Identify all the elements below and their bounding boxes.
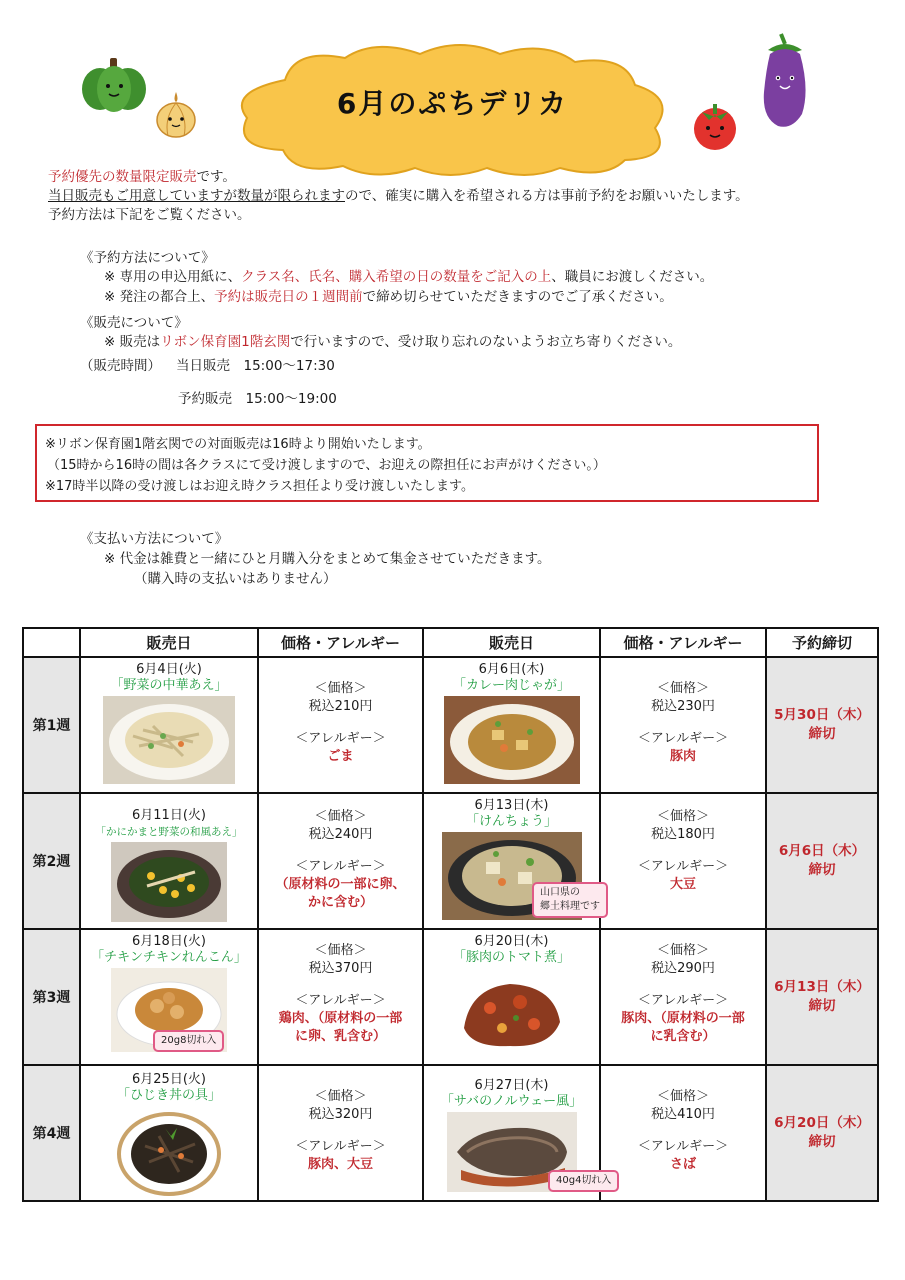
price-value: 税込370円 <box>308 961 373 976</box>
deadline-cell <box>766 929 878 1065</box>
deadline-cell <box>766 793 878 929</box>
price-allergy-cell <box>258 657 423 793</box>
header-blank <box>23 628 80 657</box>
price-allergy-cell <box>600 929 766 1065</box>
onion-icon <box>150 90 202 140</box>
sales-heading: 《販売について》 <box>80 315 188 331</box>
sale-date: 6月18日(火) <box>132 934 206 949</box>
allergy-value: （原材料の一部に卵、 <box>275 877 406 892</box>
dish-cell <box>423 793 600 929</box>
deadline-label: 締切 <box>808 998 836 1014</box>
dish-cell <box>423 1065 612 1201</box>
sale-date: 6月25日(火) <box>132 1072 206 1087</box>
tomato-icon <box>686 100 744 152</box>
deadline-date: 5月30日（木） <box>774 707 870 723</box>
table-row <box>23 929 878 1065</box>
allergy-value: 豚肉、（原材料の一部 <box>621 1011 745 1026</box>
sale-date: 6月27日(木) <box>474 1078 549 1093</box>
dish-name: 「けんちょう」 <box>465 814 557 829</box>
sale-date: 6月20日(木) <box>474 934 549 949</box>
deadline-label: 締切 <box>808 862 836 878</box>
allergy-value: に乳含む） <box>650 1029 716 1044</box>
price-value: 税込230円 <box>651 699 715 714</box>
dish-photo-hijiki <box>115 1106 223 1198</box>
price-label: ＜価格＞ <box>314 681 367 696</box>
dish-cell <box>423 657 600 793</box>
reservation-item-2: ※ 発注の都合上、予約は販売日の１週間前で締め切らせていただきますのでご了承ください。 <box>104 289 673 305</box>
allergy-value: に卵、乳含む） <box>294 1029 386 1044</box>
intro-line-3: 予約方法は下記をご覧ください。 <box>48 207 251 223</box>
notice-box <box>35 424 819 502</box>
dish-name: 「カレー肉じゃが」 <box>452 678 570 693</box>
deadline-date: 6月20日（木） <box>774 1115 870 1131</box>
price-allergy-cell <box>258 793 423 929</box>
allergy-value: 大豆 <box>669 877 696 892</box>
allergy-label: ＜アレルギー＞ <box>637 859 729 874</box>
notice-line-3: ※17時半以降の受け渡しはお迎え時クラス担任より受け渡しいたします。 <box>45 479 475 494</box>
price-allergy-cell <box>600 657 766 793</box>
price-label: ＜価格＞ <box>656 809 709 824</box>
saba-quantity-tag: 40g4切れ入 <box>548 1170 619 1192</box>
sale-date: 6月13日(木) <box>474 798 549 813</box>
allergy-label: ＜アレルギー＞ <box>295 993 386 1008</box>
kenchou-note-tag: 山口県の 郷土料理です <box>532 882 608 918</box>
notice-line-1: ※リボン保育園1階玄関での対面販売は16時より開始いたします。 <box>45 437 431 452</box>
dish-photo-pork-tomato <box>450 968 574 1054</box>
dish-name: 「チキンチキンれんこん」 <box>91 950 247 965</box>
dish-cell <box>423 929 600 1065</box>
price-allergy-cell <box>600 793 766 929</box>
allergy-label: ＜アレルギー＞ <box>295 1139 386 1154</box>
dish-photo-vegetable-salad <box>103 696 235 784</box>
allergy-value: 鶏肉、（原材料の一部 <box>278 1011 403 1026</box>
dish-photo-curry-nikujaga <box>444 696 580 784</box>
dish-name: 「かにかまと野菜の和風あえ」 <box>95 826 243 838</box>
intro-line-1: 予約優先の数量限定販売です。 <box>48 169 236 185</box>
header-price-allergy-2: 価格・アレルギー <box>600 628 766 657</box>
dish-cell <box>80 1065 258 1201</box>
price-label: ＜価格＞ <box>314 1089 367 1104</box>
price-allergy-cell <box>600 1065 766 1201</box>
allergy-value: ごま <box>327 749 354 764</box>
price-label: ＜価格＞ <box>656 1089 709 1104</box>
chicken-quantity-tag: 20g8切れ入 <box>153 1030 224 1052</box>
menu-table <box>22 627 879 1202</box>
dish-name: 「ひじき丼の具」 <box>116 1088 221 1103</box>
allergy-label: ＜アレルギー＞ <box>295 731 386 746</box>
allergy-value: かに含む） <box>307 895 373 910</box>
deadline-cell <box>766 657 878 793</box>
dish-photo-kanikama-salad <box>111 842 227 922</box>
table-header-row <box>23 628 878 657</box>
price-value: 税込210円 <box>308 699 373 714</box>
payment-item-2: （購入時の支払いはありません） <box>134 571 337 587</box>
allergy-label: ＜アレルギー＞ <box>637 1139 729 1154</box>
deadline-date: 6月6日（木） <box>778 843 866 859</box>
dish-name: 「豚肉のトマト煮」 <box>452 950 570 965</box>
price-label: ＜価格＞ <box>656 943 709 958</box>
page-title: 6月のぷちデリカ <box>336 87 569 120</box>
dish-cell <box>80 929 258 1065</box>
dish-cell <box>80 657 258 793</box>
sales-hours-label: （販売時間） <box>80 358 161 374</box>
price-label: ＜価格＞ <box>656 681 709 696</box>
price-value: 税込240円 <box>308 827 373 842</box>
table-row <box>23 657 878 793</box>
table-row <box>23 1065 878 1201</box>
header-sale-date-1: 販売日 <box>80 628 258 657</box>
sales-reserved-hours: 予約販売 15:00～19:00 <box>178 391 337 407</box>
price-label: ＜価格＞ <box>314 943 367 958</box>
header-price-allergy-1: 価格・アレルギー <box>258 628 423 657</box>
price-value: 税込290円 <box>651 961 715 976</box>
table-row <box>23 793 878 929</box>
intro-limited-sale: 予約優先の数量限定販売 <box>48 169 197 185</box>
price-label: ＜価格＞ <box>314 809 367 824</box>
dish-cell <box>80 793 258 929</box>
reservation-heading: 《予約方法について》 <box>80 250 215 266</box>
allergy-label: ＜アレルギー＞ <box>637 993 729 1008</box>
week-label: 第4週 <box>23 1065 80 1201</box>
price-value: 税込410円 <box>651 1107 715 1122</box>
deadline-label: 締切 <box>808 726 836 742</box>
sales-item-1: ※ 販売はリボン保育園1階玄関で行いますので、受け取り忘れのないようお立ち寄りください。 <box>104 334 682 350</box>
dish-name: 「野菜の中華あえ」 <box>110 678 228 693</box>
eggplant-icon <box>756 30 814 132</box>
sales-same-day-hours: 当日販売 15:00～17:30 <box>176 358 335 374</box>
allergy-value: 豚肉、大豆 <box>307 1157 373 1172</box>
week-label: 第1週 <box>23 657 80 793</box>
header-sale-date-2: 販売日 <box>423 628 600 657</box>
allergy-label: ＜アレルギー＞ <box>637 731 729 746</box>
allergy-value: 豚肉 <box>669 749 696 764</box>
sale-date: 6月6日(木) <box>478 662 545 677</box>
dish-name: 「サバのノルウェー風」 <box>440 1094 583 1109</box>
week-label: 第3週 <box>23 929 80 1065</box>
deadline-cell <box>766 1065 878 1201</box>
allergy-label: ＜アレルギー＞ <box>295 859 386 874</box>
intro-same-day-note: 当日販売もご用意していますが数量が限られます <box>48 188 345 204</box>
intro-line-2: 当日販売もご用意していますが数量が限られますので、確実に購入を希望される方は事前予約をお願いいたします。 <box>48 188 749 204</box>
payment-heading: 《支払い方法について》 <box>80 531 229 547</box>
price-allergy-cell <box>258 929 423 1065</box>
notice-line-2: （15時から16時の間は各クラスにて受け渡しますので、お迎えの際担任にお声がけください。） <box>47 458 606 473</box>
price-allergy-cell <box>258 1065 423 1201</box>
sale-date: 6月4日(火) <box>136 662 202 677</box>
deadline-label: 締切 <box>808 1134 836 1150</box>
price-value: 税込320円 <box>308 1107 373 1122</box>
pumpkin-icon <box>78 56 150 114</box>
sale-date: 6月11日(火) <box>132 808 206 823</box>
deadline-date: 6月13日（木） <box>774 979 870 995</box>
payment-item-1: ※ 代金は雑費と一緒にひと月購入分をまとめて集金させていただきます。 <box>104 551 551 567</box>
week-label: 第2週 <box>23 793 80 929</box>
allergy-value: さば <box>669 1157 696 1172</box>
price-value: 税込180円 <box>651 827 715 842</box>
reservation-item-1: ※ 専用の申込用紙に、クラス名、氏名、購入希望の日の数量をご記入の上、職員にお渡しください。 <box>104 269 714 285</box>
header-deadline: 予約締切 <box>766 628 878 657</box>
